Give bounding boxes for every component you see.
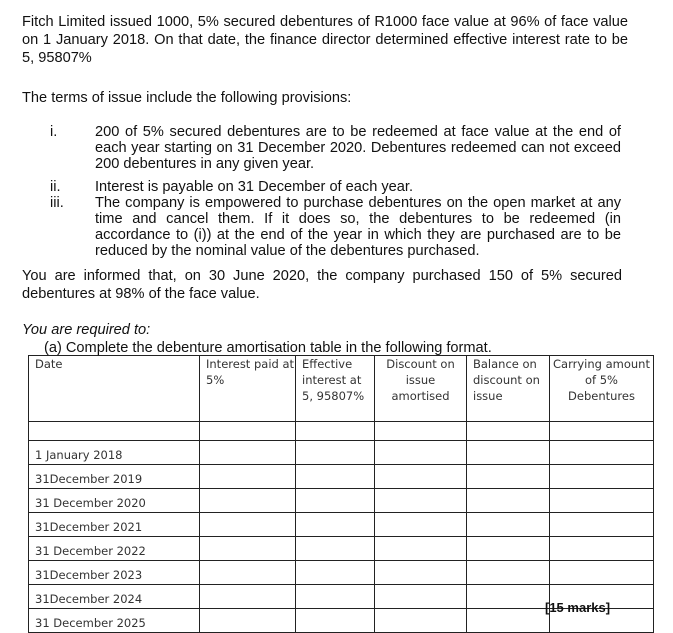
header-date: Date <box>29 356 200 422</box>
marks-label: [15 marks] <box>545 600 611 615</box>
term-text: Interest is payable on 31 December of each year. <box>95 179 414 195</box>
info-paragraph: You are informed that, on 30 June 2020, the company purchased 150 of 5% secured debentures at 98% of the face value. <box>22 268 622 302</box>
row-date: 31December 2019 <box>29 465 200 489</box>
table-row <box>29 513 654 537</box>
table-row <box>29 489 654 513</box>
row-date: 31December 2023 <box>29 561 200 585</box>
row-date: 31December 2021 <box>29 513 200 537</box>
term-text: The company is empowered to purchase debentures on the open market at any time and cancel them. If it does so, the debentures to be redeemed (in accordance to (i)) at the end of the year in which they are purchased are to be reduced by the nominal value of the debentures purchased. <box>95 195 621 259</box>
term-number: i. <box>50 124 58 140</box>
table-header-row <box>29 356 654 422</box>
header-discount-amortised: Discount on issue amortised <box>375 356 467 422</box>
header-carrying-amount: Carrying amount of 5% Debentures <box>550 356 654 422</box>
row-date: 31 December 2022 <box>29 537 200 561</box>
row-date: 1 January 2018 <box>29 441 200 465</box>
header-balance-discount: Balance on discount on issue <box>467 356 550 422</box>
header-interest-paid: Interest paid at 5% <box>200 356 296 422</box>
row-date: 31 December 2025 <box>29 609 200 633</box>
amortisation-table <box>28 355 654 633</box>
term-number: iii. <box>50 195 64 211</box>
term-number: ii. <box>50 179 61 195</box>
row-date: 31 December 2020 <box>29 489 200 513</box>
row-date: 31December 2024 <box>29 585 200 609</box>
table-row <box>29 561 654 585</box>
table-row <box>29 465 654 489</box>
part-a-instruction: (a) Complete the debenture amortisation table in the following format. <box>44 340 492 356</box>
header-effective-interest: Effective interest at 5, 95807% <box>296 356 375 422</box>
required-heading: You are required to: <box>22 322 151 338</box>
terms-intro: The terms of issue include the following provisions: <box>22 90 352 106</box>
term-text: 200 of 5% secured debentures are to be redeemed at face value at the end of each year starting on 31 December 2020. Debentures redeemed can not exceed 200 debentures in any given year. <box>95 124 621 172</box>
intro-paragraph: Fitch Limited issued 1000, 5% secured debentures of R1000 face value at 96% of face value on 1 January 2018. On that date, the finance director determined effective interest rate to be 5, 95807% <box>22 14 628 66</box>
table-row <box>29 537 654 561</box>
table-row <box>29 441 654 465</box>
table-spacer-row <box>29 422 654 441</box>
